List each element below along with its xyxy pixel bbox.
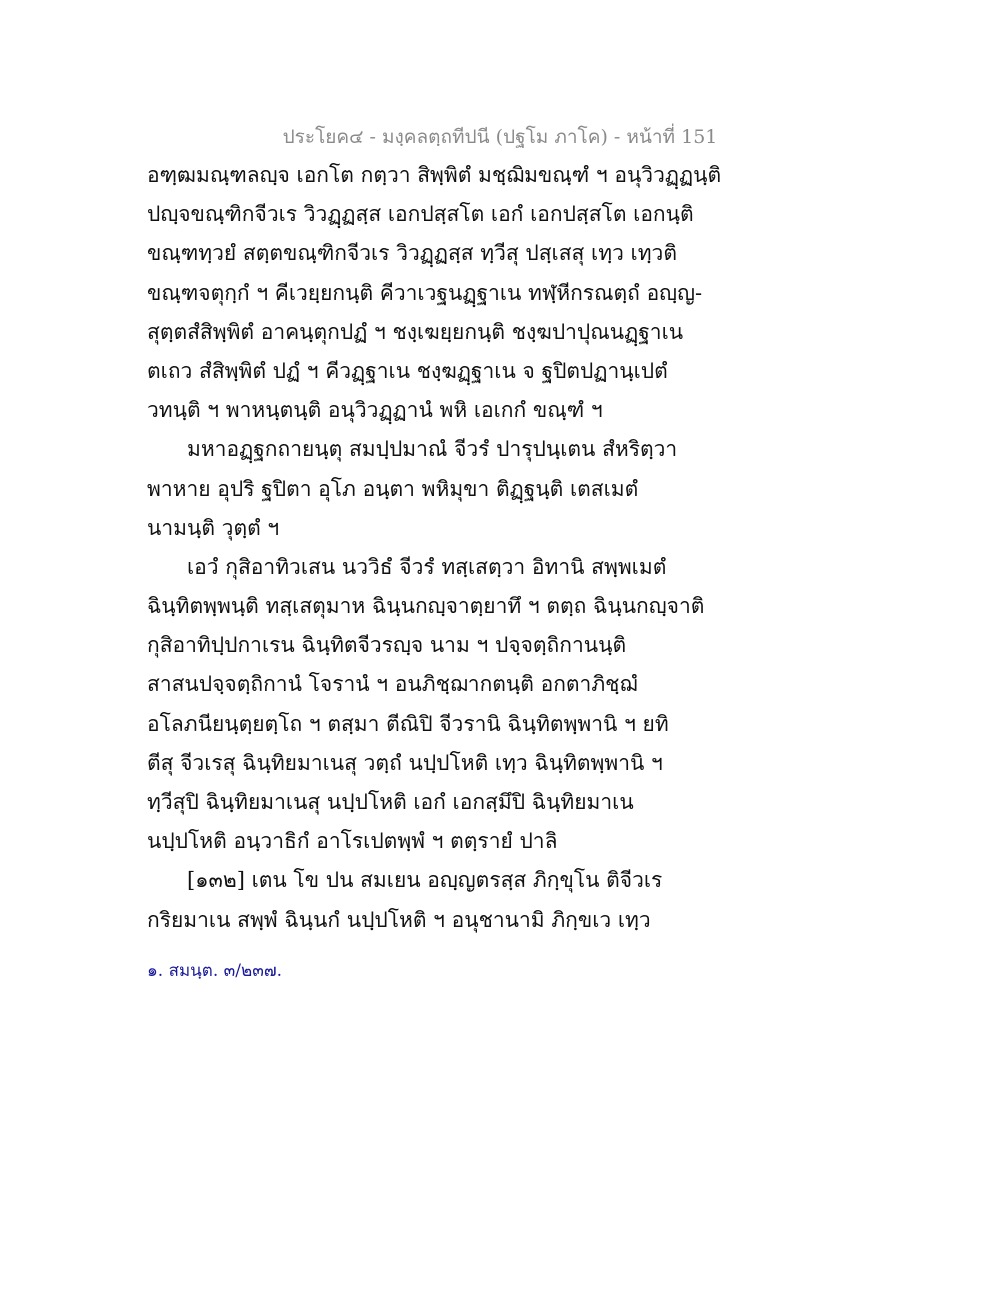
text-line: ขณฺฑทฺวยํ สตฺตขณฺฑิกจีวเร วิวฏฺฏสฺส ทฺวีสุ ปสฺเสสุ เทฺว เทฺวติ bbox=[147, 241, 677, 266]
text-line: อโลภนียนฺตฺยตฺโถ ฯ ตสฺมา ตีณิปิ จีวรานิ ฉินฺทิตพฺพานิ ฯ ยทิ bbox=[147, 711, 669, 736]
footnote: ๑. สมนฺต. ๓/๒๓๗. bbox=[147, 961, 283, 981]
body-text bbox=[147, 156, 867, 940]
paragraph-start-line: เอวํ กุสิอาทิวเสน นววิธํ จีวรํ ทสฺเสตฺวา อิทานิ สพฺพเมตํ bbox=[187, 554, 667, 579]
text-line: สาสนปจฺจตฺถิกานํ โจรานํ ฯ อนภิชฺฌากตนฺติ อกตาภิชฺฌํ bbox=[147, 672, 638, 697]
page-header: ประโยค๔ - มงฺคลตฺถทีปนี (ปฐโม ภาโค) - หน้าที่ 151 bbox=[282, 126, 718, 148]
text-line: กริยมาเน สพฺพํ ฉินฺนกํ นปฺปโหติ ฯ อนุชานามิ ภิกฺขเว เทฺว bbox=[147, 907, 651, 932]
text-line: ตีสุ จีวเรสุ ฉินฺทิยมาเนสุ วตฺถํ นปฺปโหติ เทฺว ฉินฺทิตพฺพานิ ฯ bbox=[147, 750, 663, 775]
paragraph-start-line: [๑๓๒] เตน โข ปน สมเยน อญฺญตรสฺส ภิกฺขุโน ติจีวเร bbox=[187, 868, 663, 893]
text-line: ขณฺฑจตุกฺกํ ฯ คีเวยฺยกนฺติ คีวาเวฐนฏฺฐาเน ทฬฺหีกรณตฺถํ อญฺญ- bbox=[147, 280, 703, 305]
text-line: นปฺปโหติ อนฺวาธิกํ อาโรเปตพฺพํ ฯ ตตฺรายํ ปาลิ bbox=[147, 829, 558, 854]
text-line: นามนฺติ วุตฺตํ ฯ bbox=[147, 515, 280, 540]
text-line: กุสิอาทิปฺปกาเรน ฉินฺทิตจีวรญฺจ นาม ฯ ปจฺจตฺถิกานนฺติ bbox=[147, 633, 627, 658]
text-line: อฑฺฒมณฺฑลญฺจ เอกโต กตฺวา สิพฺพิตํ มชฺฌิมขณฺฑํ ฯ อนุวิวฏฺฏนฺติ bbox=[147, 163, 722, 187]
text-line: ทฺวีสุปิ ฉินฺทิยมาเนสุ นปฺปโหติ เอกํ เอกสฺมึปิ ฉินฺทิยมาเน bbox=[147, 790, 634, 814]
text-line: ฉินฺทิตพฺพนฺติ ทสฺเสตุมาห ฉินฺนกญฺจาตฺยาทึ ฯ ตตฺถ ฉินฺนกญฺจาติ bbox=[147, 594, 705, 619]
text-line: สุตฺตสํสิพฺพิตํ อาคนฺตุกปฏํ ฯ ชงฺเฆยฺยกนฺติ ชงฺฆปาปุณนฏฺฐาเน bbox=[147, 319, 684, 344]
text-line: ตเถว สํสิพฺพิตํ ปฏํ ฯ คีวฏฺฐาเน ชงฺฆฏฺฐาเน จ ฐปิตปฏานฺเปตํ bbox=[147, 358, 668, 383]
text-line: วทนฺติ ฯ พาหนฺตนฺติ อนุวิวฏฺฏานํ พหิ เอเกกํ ขณฺฑํ ฯ bbox=[147, 398, 603, 423]
text-line: พาหาย อุปริ ฐปิตา อุโภ อนฺตา พหิมุขา ติฏฺฐนฺติ เตสเมตํ bbox=[147, 476, 639, 501]
paragraph-start-line: มหาอฏฺฐกถายนฺตุ สมปฺปมาณํ จีวรํ ปารุปนฺเตน สํหริตฺวา bbox=[187, 437, 678, 462]
text-line: ปญฺจขณฺฑิกจีวเร วิวฏฺฏสฺส เอกปสฺสโต เอกํ เอกปสฺสโต เอกนฺติ bbox=[147, 202, 694, 227]
